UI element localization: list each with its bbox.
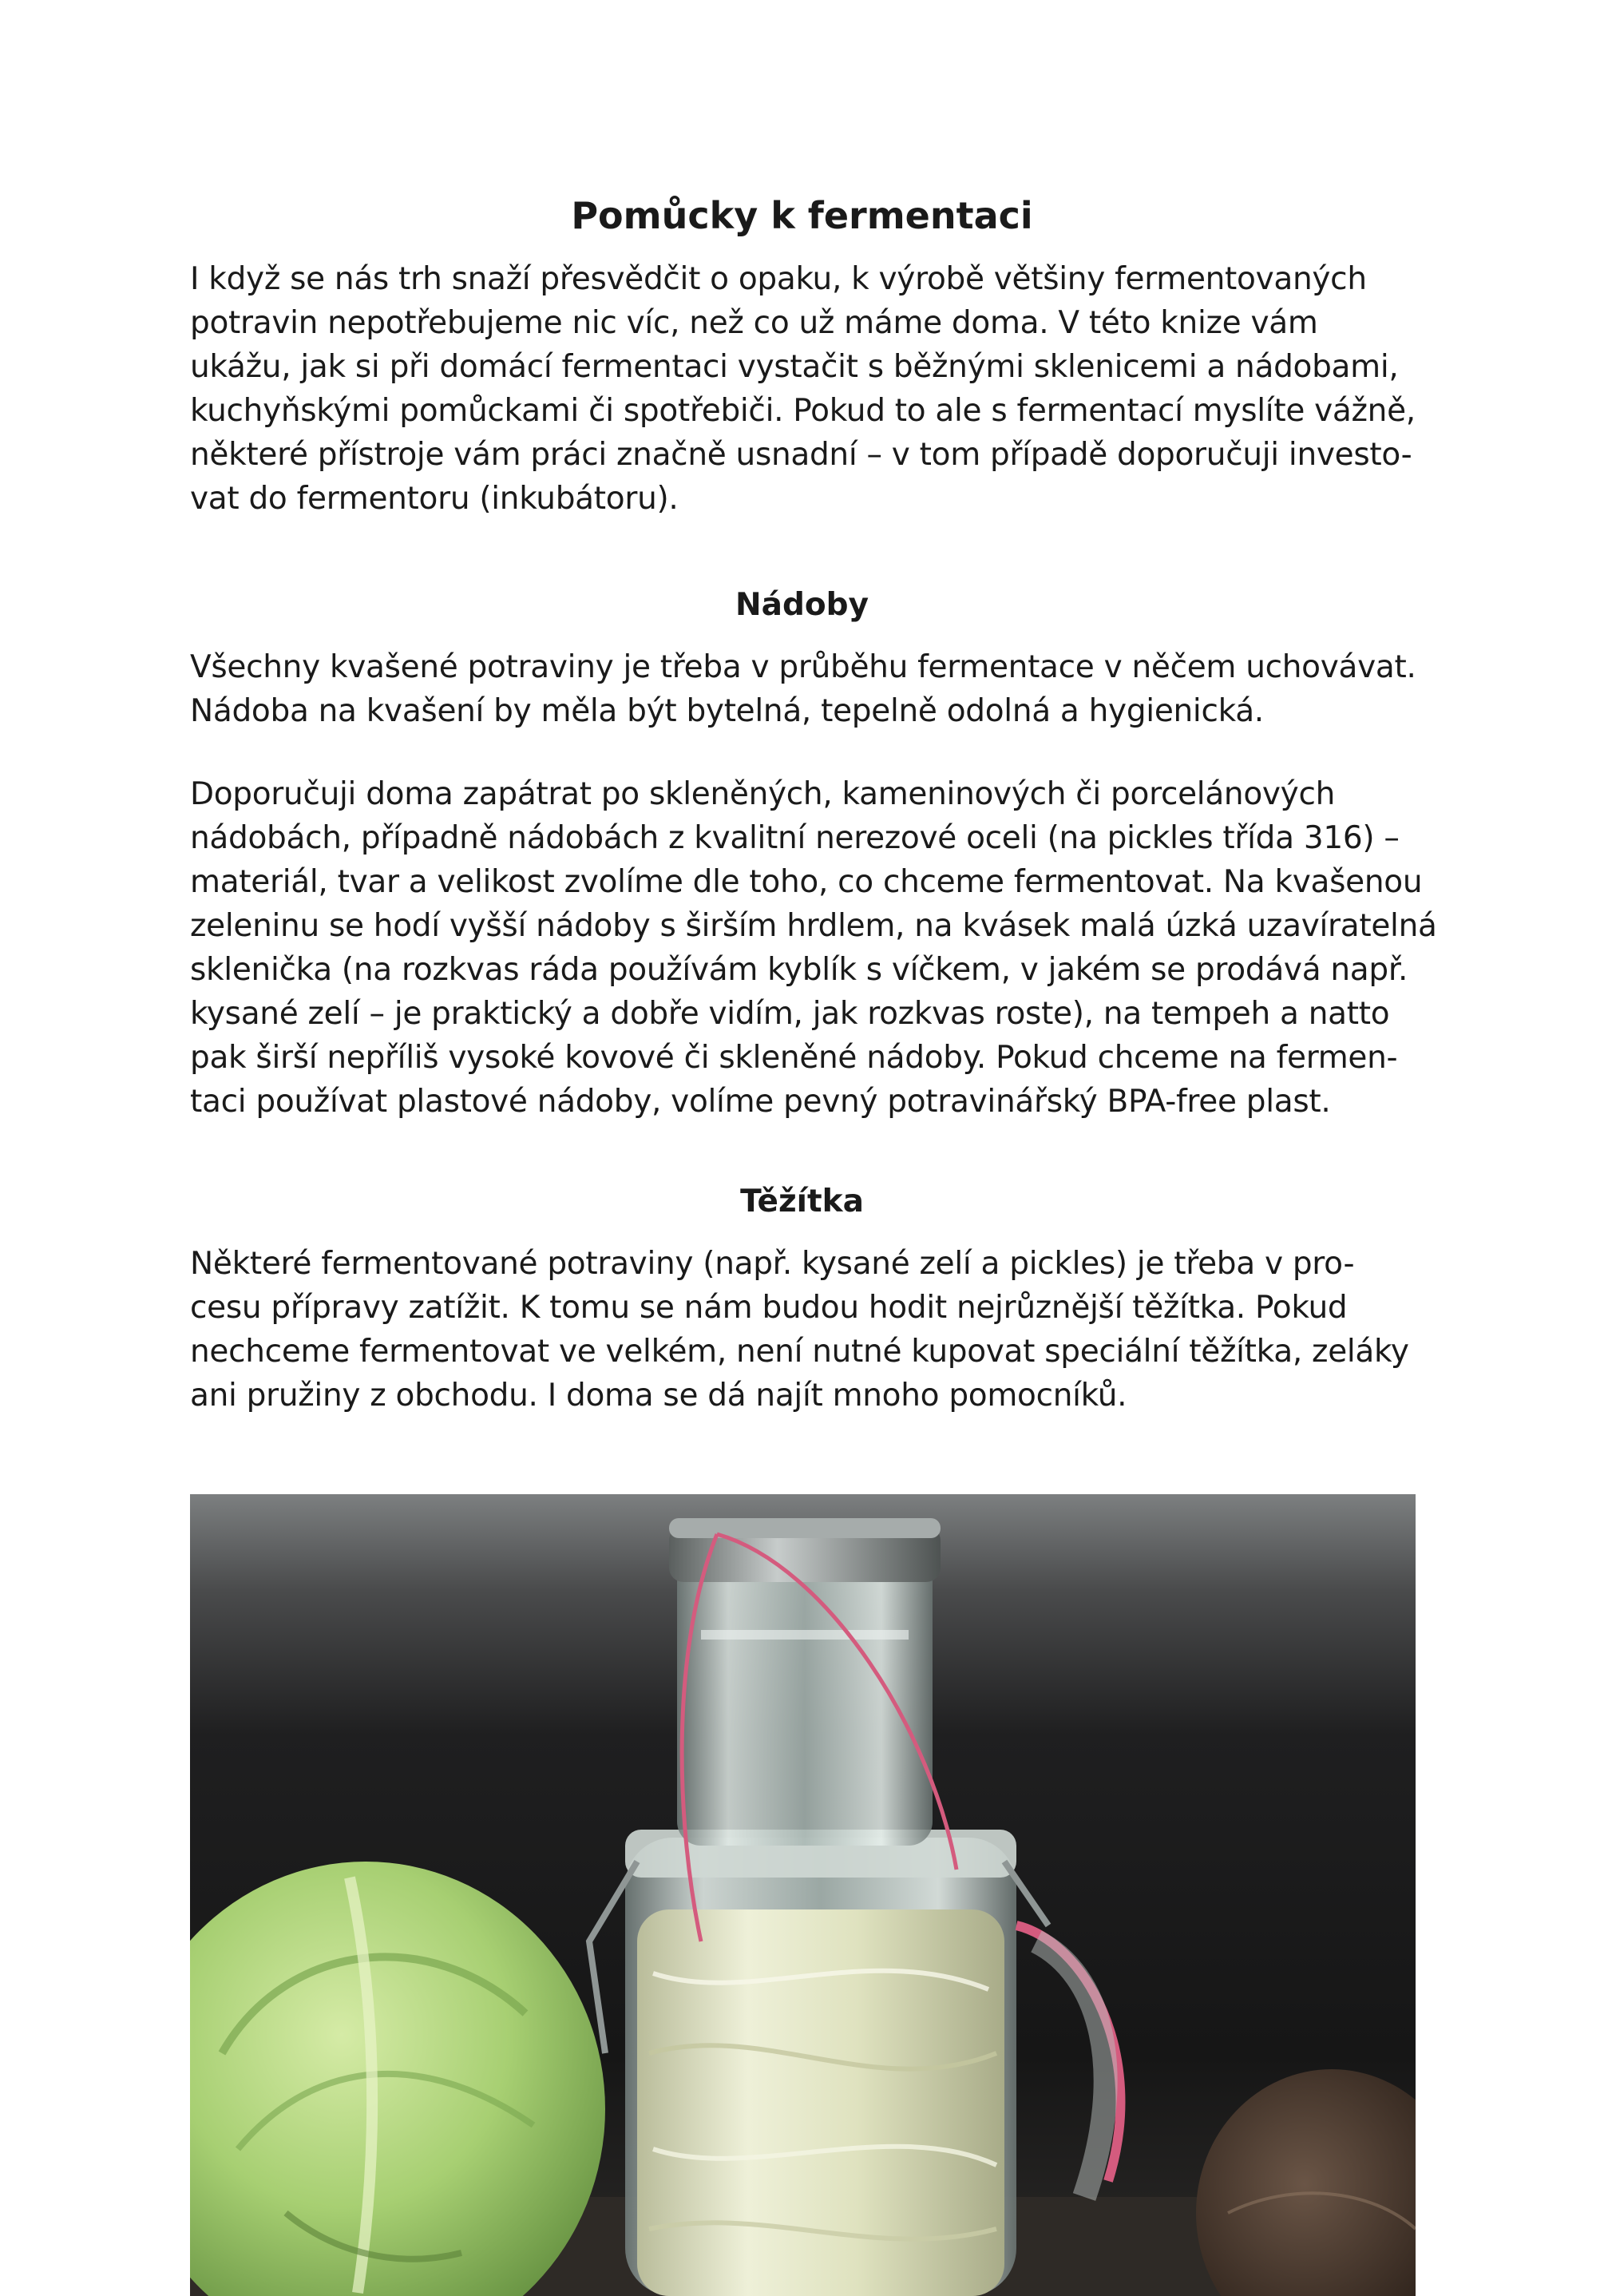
page-title: Pomůcky k fermentaci [571,194,1033,237]
text-line: nechceme fermentovat ve velkém, není nutné kupovat speciální těžítka, zeláky [190,1334,1409,1370]
text-line: materiál, tvar a velikost zvolíme dle toho, co chceme fermentovat. Na kvašenou [190,864,1423,900]
text-line: Nádoba na kvašení by měla být bytelná, tepelně odolná a hygienická. [190,693,1264,729]
text-line: pak širší nepříliš vysoké kovové či skleněné nádoby. Pokud chceme na fermen- [190,1040,1398,1076]
section-heading-nadoby: Nádoby [735,587,869,623]
nadoby-paragraph-2 [190,772,1437,1124]
text-line: Všechny kvašené potraviny je třeba v průběhu fermentace v něčem uchovávat. [190,649,1416,685]
fermentation-jars-photo [190,1494,1416,2296]
text-line: ani pružiny z obchodu. I doma se dá najít mnoho pomocníků. [190,1378,1127,1414]
text-line: zeleninu se hodí vyšší nádoby s širším hrdlem, na kvásek malá úzká uzavíratelná [190,908,1437,944]
text-line: ukážu, jak si při domácí fermentaci vystačit s běžnými sklenicemi a nádobami, [190,349,1399,385]
text-line: potravin nepotřebujeme nic víc, než co už máme doma. V této knize vám [190,305,1318,341]
text-line: sklenička (na rozkvas ráda používám kyblík s víčkem, v jakém se prodává např. [190,952,1408,988]
intro-paragraph [190,257,1420,521]
text-line: Doporučuji doma zapátrat po skleněných, kameninových či porcelánových [190,776,1336,812]
text-line: vat do fermentoru (inkubátoru). [190,481,679,517]
section-heading-tezitka: Těžítka [740,1184,864,1219]
text-line: kuchyňskými pomůckami či spotřebiči. Pokud to ale s fermentací myslíte vážně, [190,393,1416,429]
tezitka-paragraph [190,1242,1420,1418]
text-line: Některé fermentované potraviny (např. kysané zelí a pickles) je třeba v pro- [190,1246,1355,1282]
text-line: nádobách, případně nádobách z kvalitní nerezové oceli (na pickles třída 316) – [190,820,1400,856]
nadoby-paragraph-1 [190,645,1420,733]
text-line: taci používat plastové nádoby, volíme pevný potravinářský BPA-free plast. [190,1084,1331,1120]
text-line: některé přístroje vám práci značně usnadní – v tom případě doporučuji investo- [190,437,1412,473]
text-line: I když se nás trh snaží přesvědčit o opaku, k výrobě většiny fermentovaných [190,261,1367,297]
small-glass-jar [669,1518,941,1846]
text-line: kysané zelí – je praktický a dobře vidím, jak rozkvas roste), na tempeh a natto [190,996,1390,1032]
text-line: cesu přípravy zatížit. K tomu se nám budou hodit nejrůznější těžítka. Pokud [190,1290,1348,1326]
